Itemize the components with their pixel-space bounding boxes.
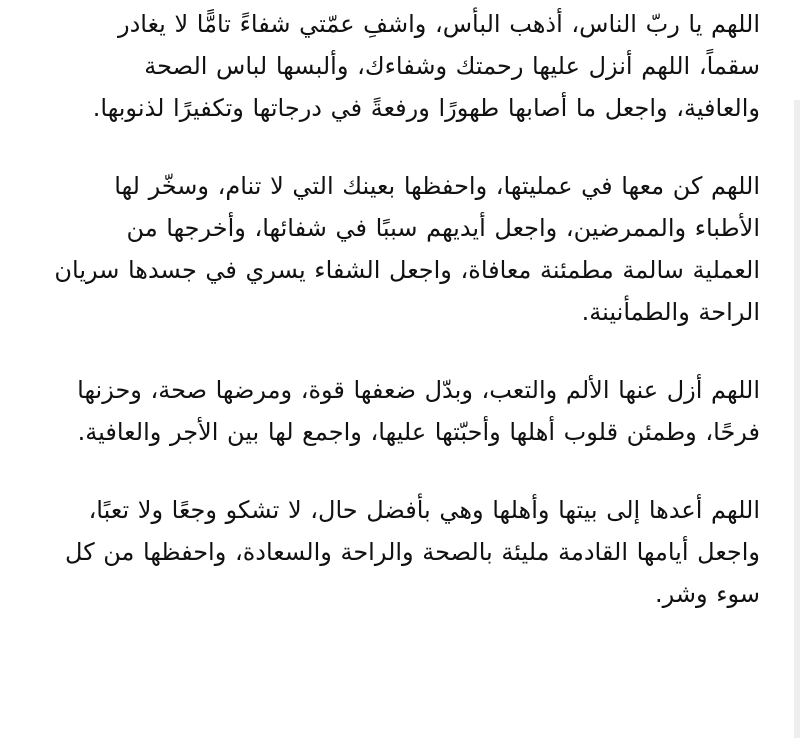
paragraph-3: اللهم أزل عنها الألم والتعب، وبدّل ضعفها قوة، ومرضها صحة، وحزنها فرحًا، وطمئن قلوب أهلها وأحبّتها عليها، واجمع لها بين الأجر والعافية. [77, 376, 760, 446]
paragraph-2: اللهم كن معها في عمليتها، واحفظها بعينك التي لا تنام، وسخّر لها الأطباء والممرضين، واجعل أيديهم سببًا في شفائها، وأخرجها من العملية سالمة مطمئنة معافاة، واجعل الشفاء يسري في جسدها سريان الراحة والطمأنينة. [54, 172, 760, 326]
scrollbar-track[interactable] [794, 100, 800, 738]
prayer-text [54, 3, 760, 651]
paragraph-4: اللهم أعدها إلى بيتها وأهلها وهي بأفضل حال، لا تشكو وجعًا ولا تعبًا، واجعل أيامها القادمة مليئة بالصحة والراحة والسعادة، واحفظها من كل سوء وشر. [65, 496, 760, 608]
paragraph-1: اللهم يا ربّ الناس، أذهب البأس، واشفِ عمّتي شفاءً تامًّا لا يغادر سقماً، اللهم أنزل عليها رحمتك وشفاءك، وألبسها لباس الصحة والعافية، واجعل ما أصابها طهورًا ورفعةً في درجاتها وتكفيرًا لذنوبها. [92, 10, 760, 122]
